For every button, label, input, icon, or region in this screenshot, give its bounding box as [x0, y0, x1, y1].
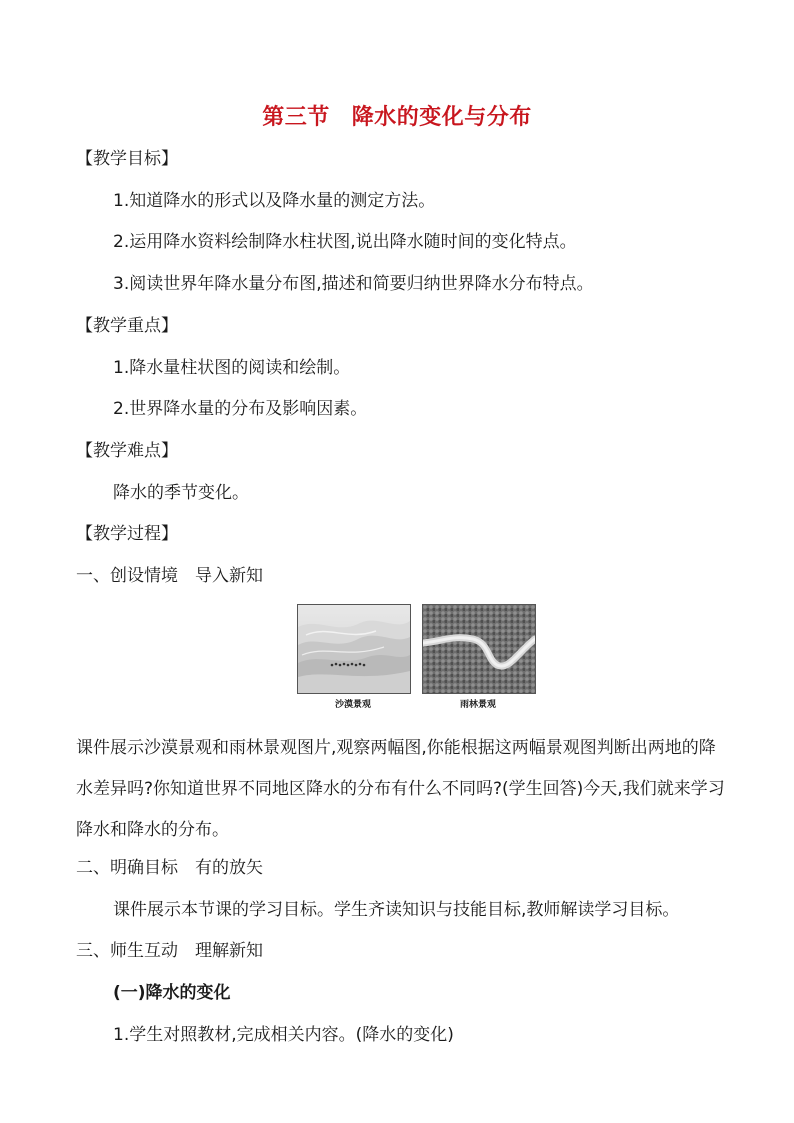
page-title [0, 100, 794, 131]
section3-item-1: 1.学生对照教材,完成相关内容。(降水的变化) [113, 1025, 454, 1045]
section3-subheading: (一)降水的变化 [113, 983, 231, 1003]
difficulty-item-1: 降水的季节变化。 [113, 483, 249, 503]
section3-heading: 三、师生互动 理解新知 [76, 941, 263, 961]
rainforest-landscape-image [422, 604, 536, 694]
objectives-heading: 【教学目标】 [76, 149, 178, 169]
title-topic: 降水的变化与分布 [351, 105, 532, 130]
process-heading: 【教学过程】 [76, 524, 178, 544]
key-points-heading: 【教学重点】 [76, 316, 178, 336]
rainforest-caption: 雨林景观 [459, 700, 496, 710]
section1-paragraph: 课件展示沙漠景观和雨林景观图片,观察两幅图,你能根据这两幅景观图判断出两地的降水差异吗?你知道世界不同地区降水的分布有什么不同吗?(学生回答)今天,我们就来学习降水和降水的分布。 [76, 738, 725, 840]
landscape-figure [297, 604, 537, 712]
key-point-item-1: 1.降水量柱状图的阅读和绘制。 [113, 358, 351, 378]
objective-item-2: 2.运用降水资料绘制降水柱状图,说出降水随时间的变化特点。 [113, 232, 577, 252]
section2-heading: 二、明确目标 有的放矢 [76, 858, 263, 878]
section1-heading: 一、创设情境 导入新知 [76, 566, 263, 586]
desert-caption: 沙漠景观 [334, 700, 371, 710]
section2-paragraph: 课件展示本节课的学习目标。学生齐读知识与技能目标,教师解读学习目标。 [113, 900, 680, 920]
desert-landscape-image [297, 604, 411, 694]
objective-item-1: 1.知道降水的形式以及降水量的测定方法。 [113, 191, 436, 211]
difficulties-heading: 【教学难点】 [76, 441, 178, 461]
key-point-item-2: 2.世界降水量的分布及影响因素。 [113, 399, 368, 419]
objective-item-3: 3.阅读世界年降水量分布图,描述和简要归纳世界降水分布特点。 [113, 274, 594, 294]
title-section-number: 第三节 [262, 105, 330, 130]
